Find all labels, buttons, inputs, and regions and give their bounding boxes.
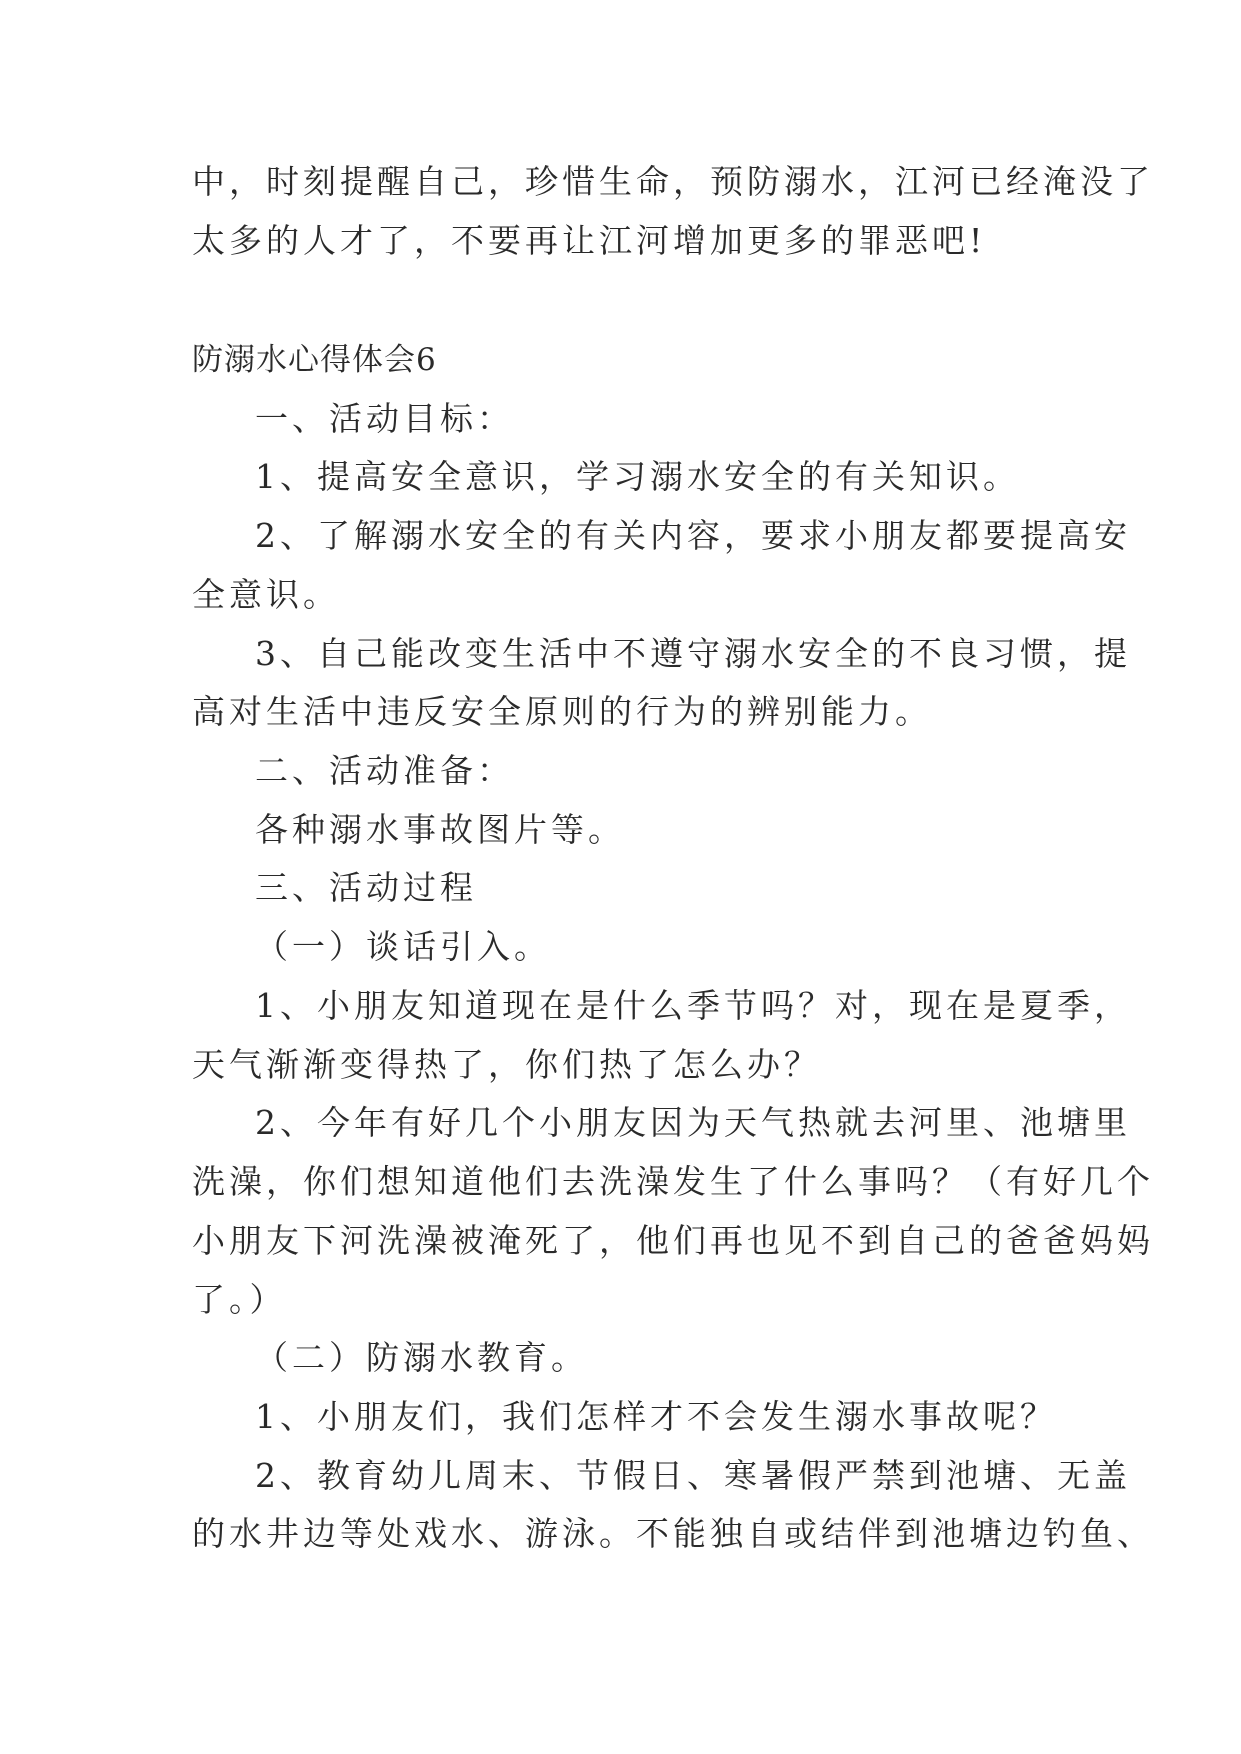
paragraph-line: 各种溺水事故图片等。 [255,810,625,849]
paragraph-line: 高对生活中违反安全原则的行为的辨别能力。 [192,692,932,731]
paragraph-line: 2、今年有好几个小朋友因为天气热就去河里、池塘里 [255,1103,1131,1142]
paragraph-line: 1、小朋友们，我们怎样才不会发生溺水事故呢？ [255,1397,1057,1436]
paragraph-line: 天气渐渐变得热了，你们热了怎么办？ [192,1045,821,1084]
paragraph-line: 1、小朋友知道现在是什么季节吗？对，现在是夏季， [255,986,1131,1025]
paragraph-line: 的水井边等处戏水、游泳。不能独自或结伴到池塘边钓鱼、 [192,1514,1154,1553]
paragraph-line: 小朋友下河洗澡被淹死了，他们再也见不到自己的爸爸妈妈 [192,1221,1154,1260]
paragraph-line: 太多的人才了，不要再让江河增加更多的罪恶吧! [192,221,987,260]
subheading-line: （一）谈话引入。 [255,927,551,966]
paragraph-line: 了。） [192,1280,287,1319]
paragraph-line: 洗澡，你们想知道他们去洗澡发生了什么事吗？（有好几个 [192,1162,1154,1201]
paragraph-line: 2、教育幼儿周末、节假日、寒暑假严禁到池塘、无盖 [255,1456,1131,1495]
section-title: 防溺水心得体会6 [192,342,437,378]
paragraph-line: 全意识。 [192,575,340,614]
subheading-line: （二）防溺水教育。 [255,1338,588,1377]
paragraph-line: 1、提高安全意识，学习溺水安全的有关知识。 [255,457,1020,496]
heading-line: 一、活动目标： [255,399,514,438]
heading-line: 二、活动准备： [255,751,514,790]
heading-line: 三、活动过程 [255,868,477,907]
paragraph-line: 2、了解溺水安全的有关内容，要求小朋友都要提高安 [255,516,1131,555]
paragraph-line: 中，时刻提醒自己，珍惜生命，预防溺水，江河已经淹没了 [192,162,1154,201]
paragraph-line: 3、自己能改变生活中不遵守溺水安全的不良习惯，提 [255,634,1131,673]
